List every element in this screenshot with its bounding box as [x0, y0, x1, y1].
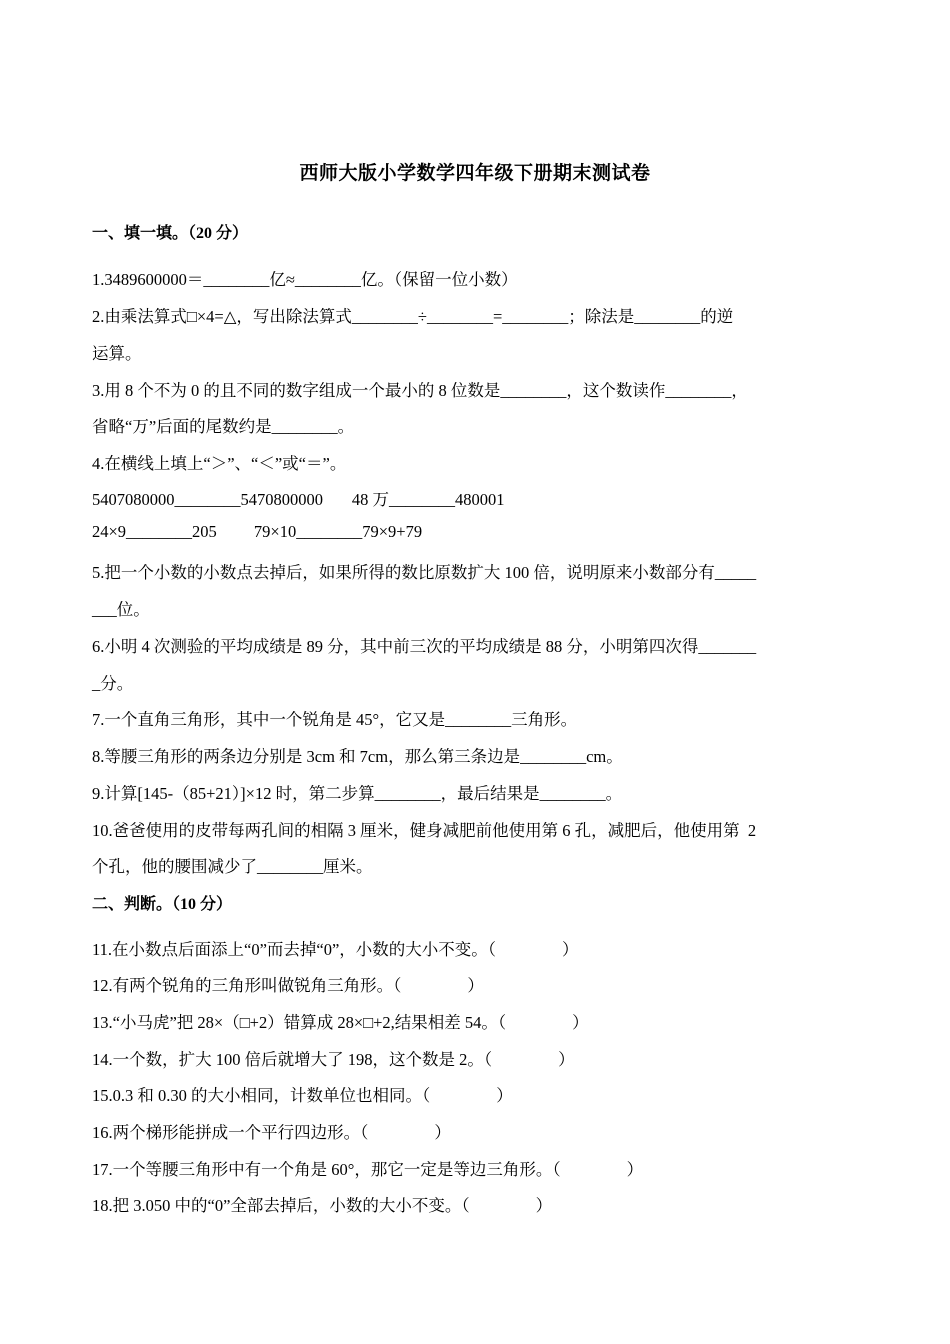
- question-line: 7.一个直角三角形，其中一个锐角是 45°，它又是________三角形。: [92, 710, 578, 729]
- question-line: 18.把 3.050 中的“0”全部去掉后，小数的大小不变。（ ）: [92, 1196, 553, 1215]
- question-line: 6.小明 4 次测验的平均成绩是 89 分，其中前三次的平均成绩是 88 分，小明第四次得_______: [92, 637, 757, 656]
- section-heading-judge: 二、判断。（10 分）: [92, 896, 233, 913]
- question-line: 运算。: [92, 344, 142, 363]
- question-line: 个孔，他的腰围减少了________厘米。: [92, 857, 373, 876]
- question-line: 1.3489600000＝________亿≈________亿。（保留一位小数）: [92, 270, 518, 289]
- question-line: 9.计算[145-（85+21）]×12 时，第二步算________，最后结果是________。: [92, 784, 623, 803]
- question-line: 17.一个等腰三角形中有一个角是 60°，那它一定是等边三角形。（ ）: [92, 1160, 644, 1179]
- question-line: 省略“万”后面的尾数约是________。: [92, 417, 355, 436]
- question-line: 5.把一个小数的小数点去掉后，如果所得的数比原数扩大 100 倍，说明原来小数部分有_____: [92, 563, 757, 582]
- question-line: 16.两个梯形能拼成一个平行四边形。（ ）: [92, 1123, 451, 1142]
- question-line: 4.在横线上填上“＞”、“＜”或“＝”。: [92, 454, 347, 473]
- question-line: 14.一个数，扩大 100 倍后就增大了 198，这个数是 2。（ ）: [92, 1050, 575, 1069]
- question-line: 3.用 8 个不为 0 的且不同的数字组成一个最小的 8 位数是________，这个数读作________，: [92, 381, 748, 400]
- question-line: _分。: [92, 674, 134, 693]
- question-line: 11.在小数点后面添上“0”而去掉“0”，小数的大小不变。（ ）: [92, 940, 579, 959]
- exam-title: 西师大版小学数学四年级下册期末测试卷: [299, 163, 651, 184]
- section-heading-fill: 一、填一填。（20 分）: [92, 225, 249, 242]
- question-line: 12.有两个锐角的三角形叫做锐角三角形。（ ）: [92, 976, 484, 995]
- question-line: 13.“小马虎”把 28×（□+2）错算成 28×□+2,结果相差 54。（ ）: [92, 1013, 589, 1032]
- question-line: ___位。: [92, 600, 150, 619]
- question-line: 5407080000________5470800000 48 万________480001: [92, 490, 505, 509]
- question-line: 2.由乘法算式□×4=△，写出除法算式________÷________=________；除法是________的逆: [92, 307, 734, 326]
- question-line: 15.0.3 和 0.30 的大小相同，计数单位也相同。（ ）: [92, 1086, 513, 1105]
- question-line: 24×9________205 79×10________79×9+79: [92, 522, 423, 541]
- question-line: 10.爸爸使用的皮带每两孔间的相隔 3 厘米，健身减肥前他使用第 6 孔，减肥后，他使用第 2: [92, 821, 757, 840]
- question-line: 8.等腰三角形的两条边分别是 3cm 和 7cm，那么第三条边是________cm。: [92, 747, 623, 766]
